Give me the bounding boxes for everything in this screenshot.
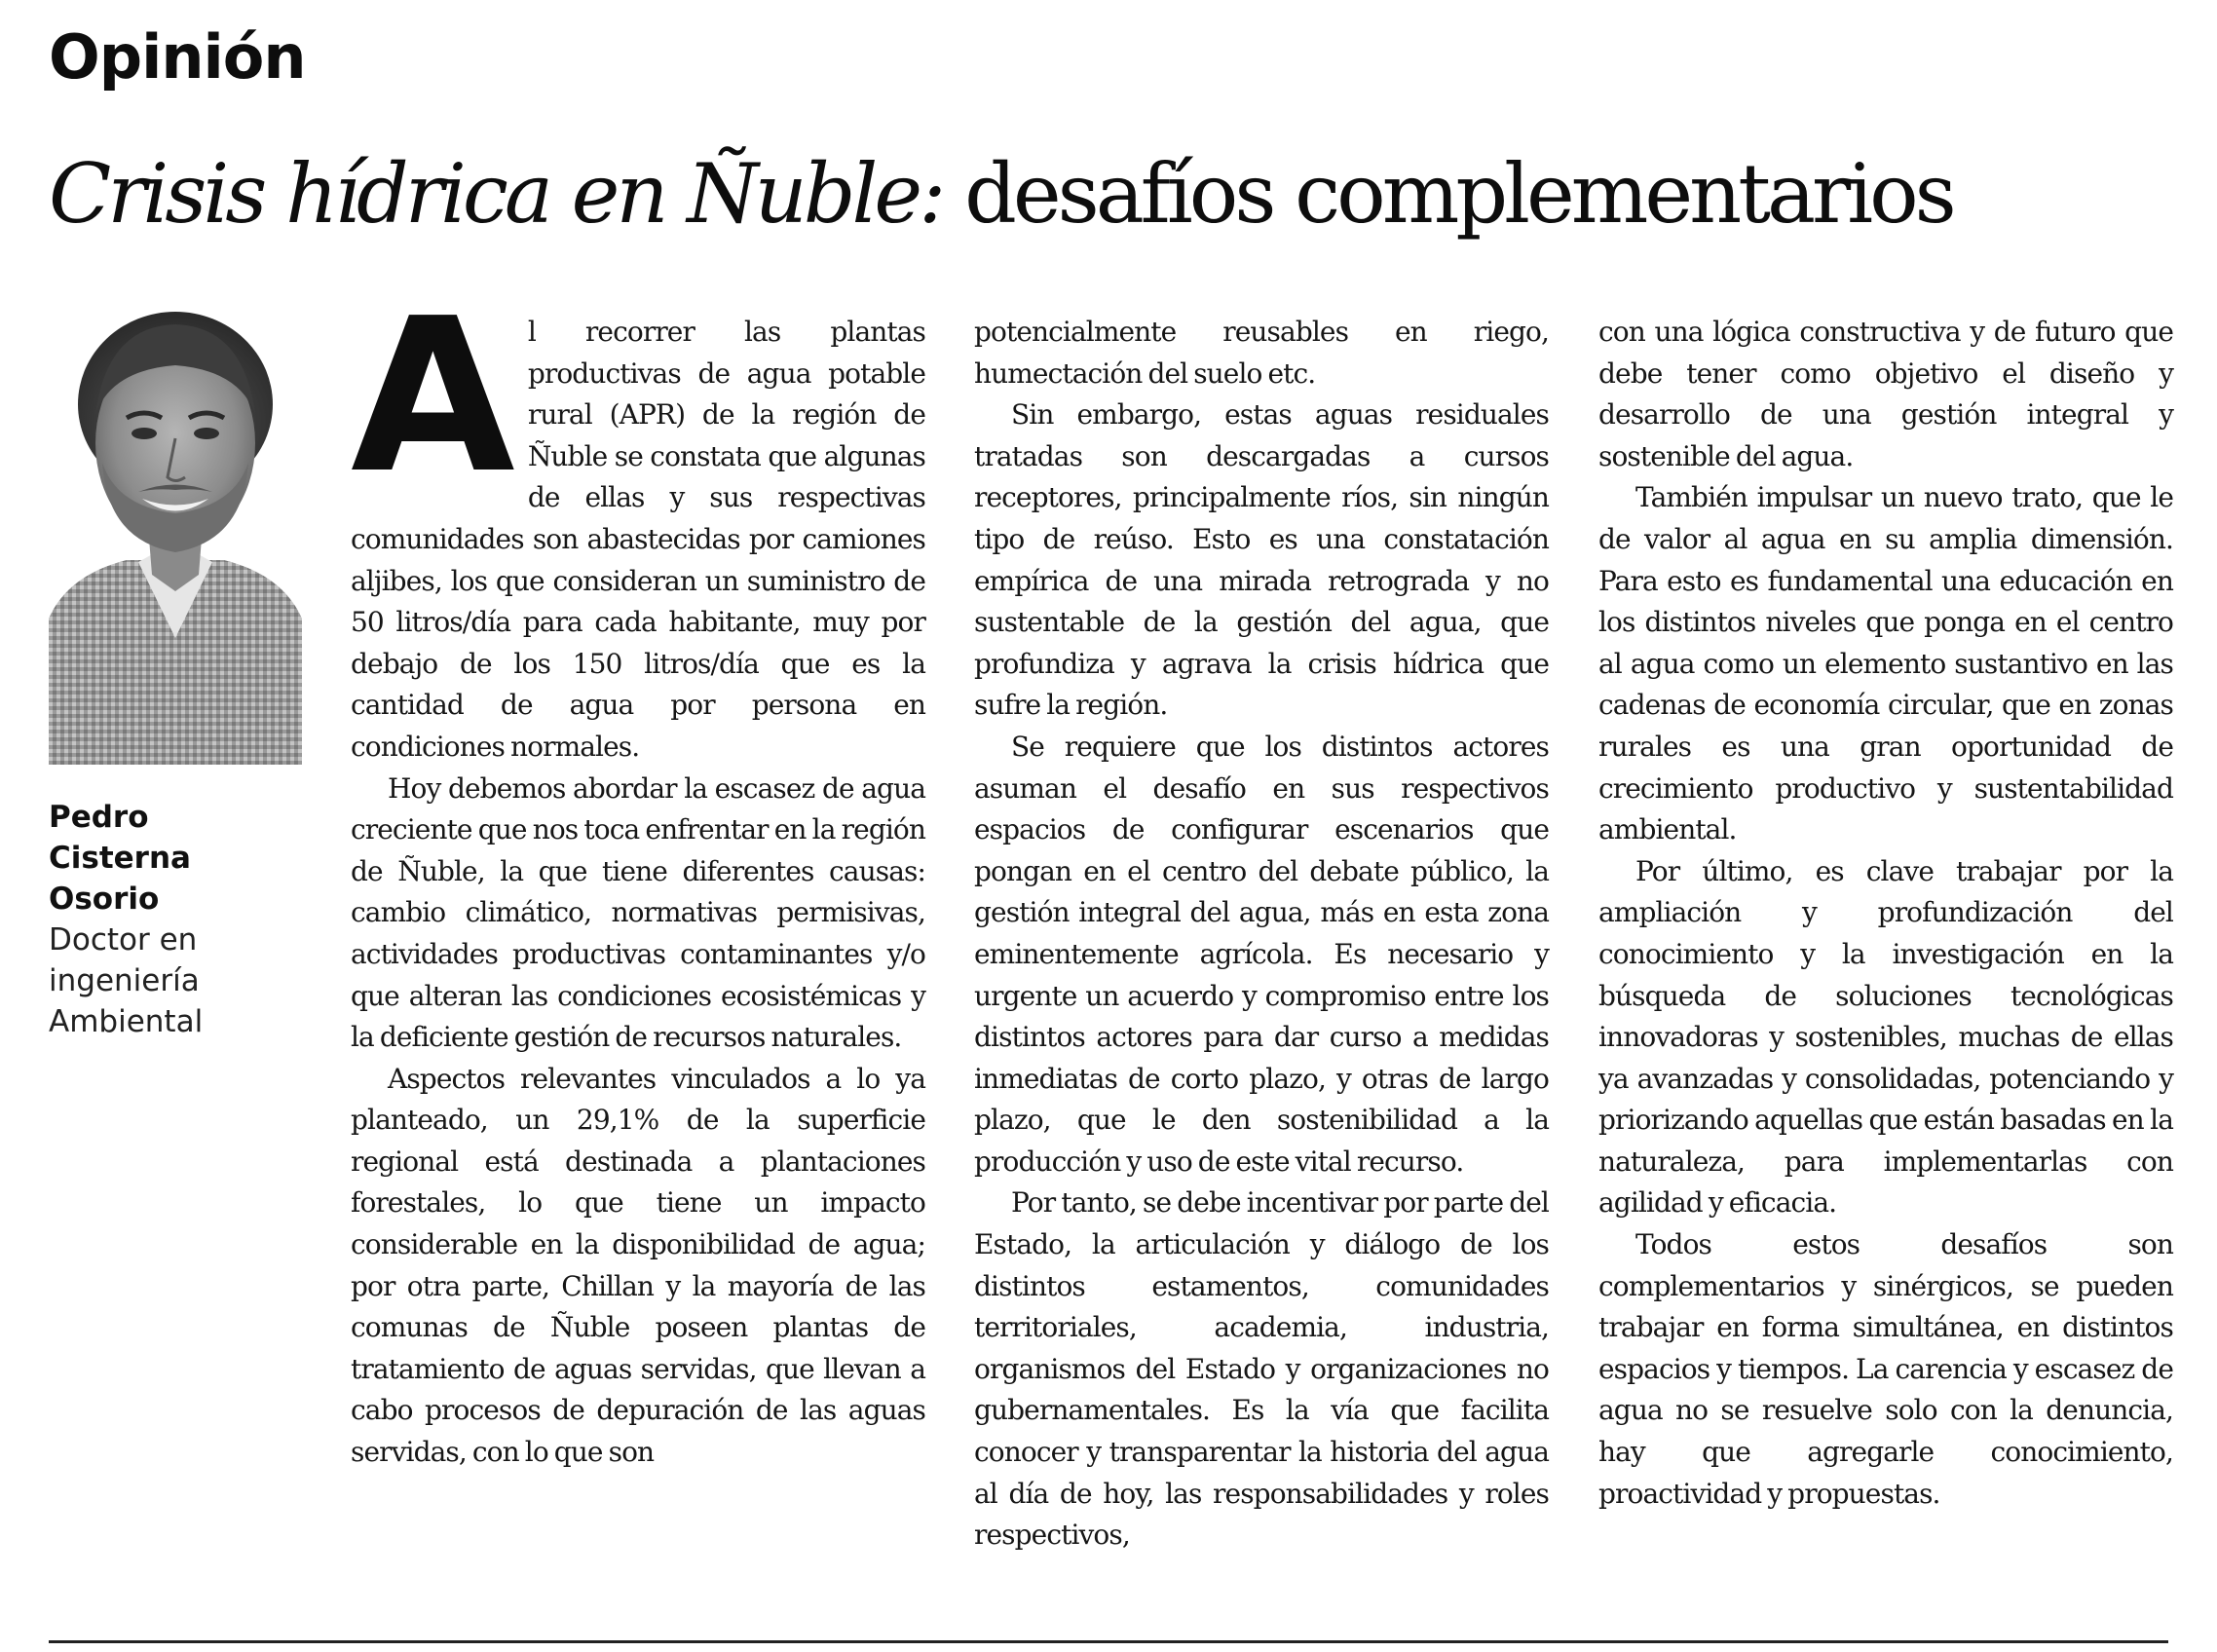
drop-cap: A bbox=[351, 274, 514, 520]
article-paragraph bbox=[351, 274, 925, 769]
paragraph-text: l recorrer las plantas productivas de agua potable rural (APR) de la región de Ñuble se constata que algunas de ellas y sus respectivas comunidades son abastecidas por camiones aljibes, los que consideran un suministro de 50 litros/día para cada habitante, muy por debajo de los 150 litros/día que es la cantidad de agua por persona en condiciones normales. bbox=[351, 316, 925, 763]
article-column-3 bbox=[1598, 312, 2173, 1515]
author-name: Pedro Cisterna Osorio bbox=[49, 800, 191, 917]
article-paragraph: con una lógica constructiva y de futuro que debe tener como objetivo el diseño y desarrollo de una gestión integral y sostenible del agua. bbox=[1598, 316, 2173, 472]
author-role: Doctor en ingeniería Ambiental bbox=[49, 922, 204, 1039]
article-paragraph: Sin embargo, estas aguas residuales tratadas son descargadas a cursos receptores, principalmente ríos, sin ningún tipo de reúso. Esto es una constatación empírica de una mirada retrograda y no sustentable de la gestión del agua, que profundiza y agrava la crisis hídrica que sufre la región. bbox=[974, 398, 1549, 722]
bottom-rule bbox=[49, 1640, 2168, 1643]
headline-roman: desafíos complementarios bbox=[942, 146, 1953, 242]
article-paragraph: Hoy debemos abordar la escasez de agua creciente que nos toca enfrentar en la región de Ñuble, la que tiene diferentes causas: cambio climático, normativas permisivas, actividades productivas contaminantes y/o que alteran las condiciones ecosistémicas y la deficiente gestión de recursos naturales. bbox=[351, 771, 925, 1054]
article-paragraph: Por tanto, se debe incentivar por parte del Estado, la articulación y diálogo de los distintos estamentos, comunidades territoriales, academia, industria, organismos del Estado y organizaciones no gubernamentales. Es la vía que facilita conocer y transparentar la historia del agua al día de hoy, las responsabilidades y roles respectivos, bbox=[974, 1186, 1549, 1552]
headline bbox=[49, 146, 1953, 242]
headline-italic: Crisis hídrica en Ñuble: bbox=[49, 146, 943, 242]
article-paragraph: También impulsar un nuevo trato, que le de valor al agua en su amplia dimensión. Para esto es fundamental una educación en los distintos niveles que ponga en el centro al agua como un elemento sustantivo en las cadenas de economía circular, que en zonas rurales es una gran oportunidad de crecimiento productivo y sustentabilidad ambiental. bbox=[1598, 481, 2173, 846]
article-paragraph: Todos estos desafíos son complementarios y sinérgicos, se pueden trabajar en forma simultánea, en distintos espacios y tiempos. La carencia y escasez de agua no se resuelve solo con la denuncia, hay que agregarle conocimiento, proactividad y propuestas. bbox=[1598, 1228, 2173, 1510]
article-paragraph: Aspectos relevantes vinculados a lo ya planteado, un 29,1% de la superficie regional está destinada a plantaciones forestales, lo que tiene un impacto considerable en la disponibilidad de agua; por otra parte, Chillan y la mayoría de las comunas de Ñuble poseen plantas de tratamiento de aguas servidas, que llevan a cabo procesos de depuración de las aguas servidas, con lo que son bbox=[351, 1062, 925, 1469]
article-paragraph: Por último, es clave trabajar por la ampliación y profundización del conocimiento y la investigación en la búsqueda de soluciones tecnológicas innovadoras y sostenibles, muchas de ellas ya avanzadas y consolidadas, potenciando y priorizando aquellas que están basadas en la naturaleza, para implementarlas con agilidad y eficacia. bbox=[1598, 854, 2173, 1220]
section-label: Opinión bbox=[49, 21, 306, 93]
author-photo bbox=[49, 297, 302, 765]
byline bbox=[49, 797, 292, 1042]
article-column-1 bbox=[351, 274, 925, 1474]
article-paragraph: Se requiere que los distintos actores asuman el desafío en sus respectivos espacios de configurar escenarios que pongan en el centro del debate público, la gestión integral del agua, más en esta zona eminentemente agrícola. Es necesario y urgente un acuerdo y compromiso entre los distintos actores para dar curso a medidas inmediatas de corto plazo, y otras de largo plazo, que le den sostenibilidad a la producción y uso de este vital recurso. bbox=[974, 730, 1549, 1178]
article-column-2 bbox=[974, 312, 1549, 1557]
article-paragraph: potencialmente reusables en riego, humectación del suelo etc. bbox=[974, 316, 1549, 390]
